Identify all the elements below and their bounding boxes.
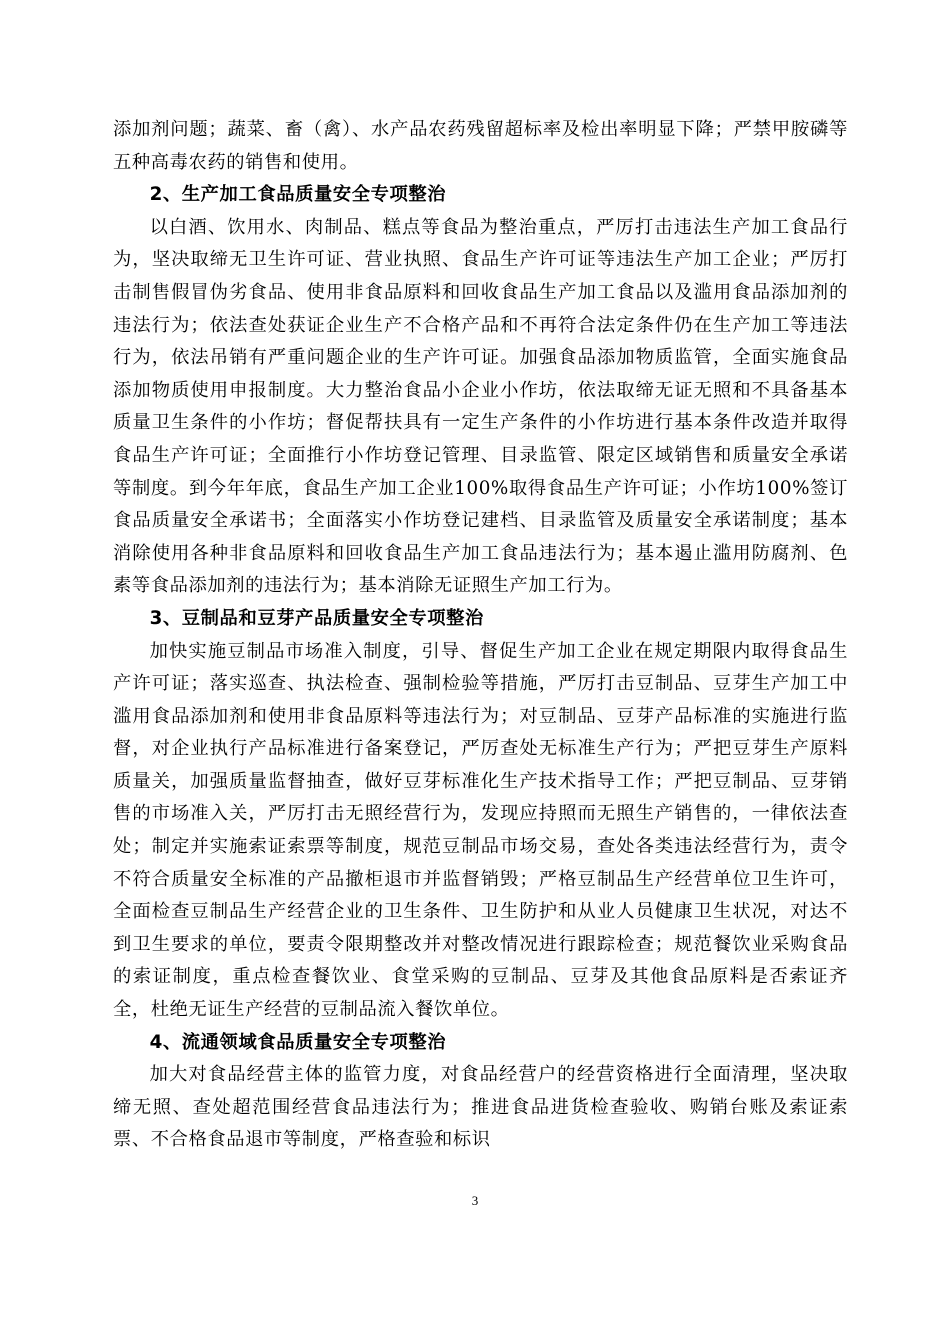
section-heading-4: 4、流通领域食品质量安全专项整治 <box>149 1031 447 1053</box>
paragraph-section-2: 以白酒、饮用水、肉制品、糕点等食品为整治重点，严厉打击违法生产加工食品行为，坚决取缔无卫生许可证、营业执照、食品生产许可证等违法生产加工企业；严厉打击制售假冒伪劣食品、使用非食品原料和回收食品生产加工食品以及滥用食品添加剂的违法行为；依法查处获证企业生产不合格产品和不再符合法定条件仍在生产加工等违法行为，依法吊销有严重问题企业的生产许可证。加强食品添加物质监管，全面实施食品添加物质使用申报制度。大力整治食品小企业小作坊，依法取缔无证无照和不具备基本质量卫生条件的小作坊；督促帮扶具有一定生产条件的小作坊进行基本条件改造并取得食品生产许可证；全面推行小作坊登记管理、目录监管、限定区域销售和质量安全承诺等制度。到今年年底，食品生产加工企业100%取得食品生产许可证；小作坊100%签订食品质量安全承诺书；全面落实小作坊登记建档、目录监管及质量安全承诺制度；基本消除使用各种非食品原料和回收食品生产加工食品违法行为；基本遏止滥用防腐剂、色素等食品添加剂的违法行为；基本消除无证照生产加工行为。 <box>113 216 848 597</box>
section-heading-2: 2、生产加工食品质量安全专项整治 <box>149 184 447 206</box>
paragraph-continued: 添加剂问题；蔬菜、畜（禽）、水产品农药残留超标率及检出率明显下降；严禁甲胺磷等五种高毒农药的销售和使用。 <box>113 119 848 173</box>
paragraph-section-4: 加大对食品经营主体的监管力度，对食品经营户的经营资格进行全面清理，坚决取缔无照、查处超范围经营食品违法行为；推进食品进货检查验收、购销台账及索证索票、不合格食品退市等制度，严格查验和标识 <box>113 1064 848 1151</box>
document-body <box>113 114 848 1157</box>
section-heading-3: 3、豆制品和豆芽产品质量安全专项整治 <box>149 607 484 629</box>
paragraph-section-3: 加快实施豆制品市场准入制度，引导、督促生产加工企业在规定期限内取得食品生产许可证；落实巡查、执法检查、强制检验等措施，严厉打击豆制品、豆芽生产加工中滥用食品添加剂和使用非食品原料等违法行为；对豆制品、豆芽产品标准的实施进行监督，对企业执行产品标准进行备案登记，严厉查处无标准生产行为；严把豆芽生产原料质量关，加强质量监督抽查，做好豆芽标准化生产技术指导工作；严把豆制品、豆芽销售的市场准入关，严厉打击无照经营行为，发现应持照而无照生产销售的，一律依法查处；制定并实施索证索票等制度，规范豆制品市场交易，查处各类违法经营行为，责令不符合质量安全标准的产品撤柜退市并监督销毁；严格豆制品生产经营单位卫生许可，全面检查豆制品生产经营企业的卫生条件、卫生防护和从业人员健康卫生状况，对达不到卫生要求的单位，要责令限期整改并对整改情况进行跟踪检查；规范餐饮业采购食品的索证制度，重点检查餐饮业、食堂采购的豆制品、豆芽及其他食品原料是否索证齐全，杜绝无证生产经营的豆制品流入餐饮单位。 <box>113 640 848 1021</box>
page-number: 3 <box>471 1193 479 1208</box>
